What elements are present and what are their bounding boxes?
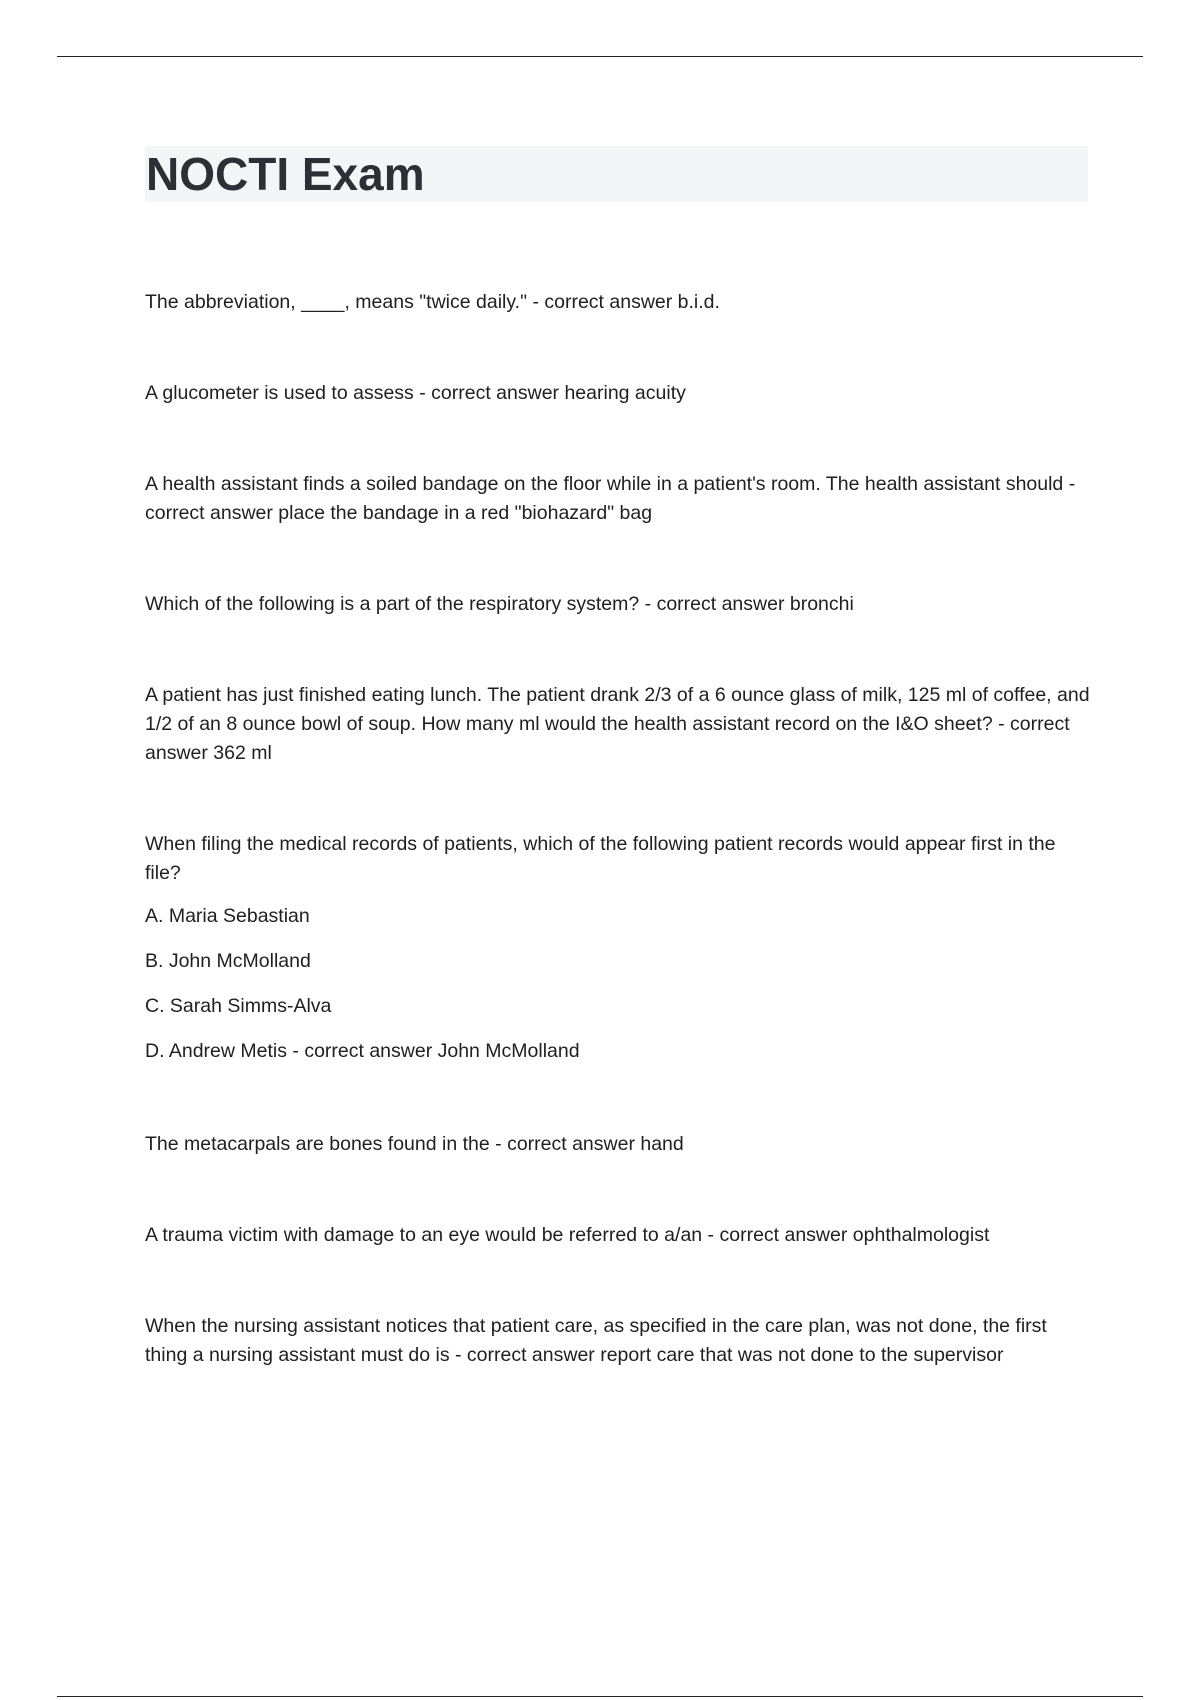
qa-item	[145, 830, 1090, 1068]
qa-item	[145, 681, 1090, 768]
answer-text: place the bandage in a red "biohazard" bag	[278, 502, 653, 524]
answer-text: report care that was not done to the supervisor	[600, 1344, 1004, 1366]
separator: -	[639, 593, 657, 615]
question-text: The metacarpals are bones found in the	[145, 1133, 490, 1155]
question-text: Which of the following is a part of the respiratory system?	[145, 593, 640, 615]
qa-text	[145, 1130, 1090, 1159]
question-text: A patient has just finished eating lunch. The patient drank 2/3 of a 6 ounce glass of milk, 125 ml of coffee, and 1/2 of an 8 ounce bowl of soup. How many ml would the health assistant record on the I&O sheet?	[145, 684, 1090, 735]
qa-text	[145, 379, 1090, 408]
qa-item	[145, 1312, 1090, 1370]
option-c: C. Sarah Simms-Alva	[145, 995, 332, 1017]
answer-label: correct answer	[544, 291, 673, 313]
top-divider	[57, 56, 1143, 57]
question-text: When filing the medical records of patients, which of the following patient records would appear first in the file?	[145, 833, 1056, 884]
answer-text: 362 ml	[213, 742, 272, 764]
option-b: B. John McMolland	[145, 950, 311, 972]
answer-text: ophthalmologist	[852, 1224, 990, 1246]
separator: -	[992, 713, 1011, 735]
question-text: When the nursing assistant notices that patient care, as specified in the care plan, was not done, the first thing a nursing assistant must do is	[145, 1315, 1047, 1366]
question-text: A health assistant finds a soiled bandage on the floor while in a patient's room. The health assistant should	[145, 473, 1064, 495]
qa-item	[145, 1130, 1090, 1159]
qa-item	[145, 288, 1090, 317]
separator: -	[286, 1040, 305, 1062]
qa-item	[145, 470, 1090, 528]
answer-label: correct answer	[656, 593, 785, 615]
answer-label: correct answer	[431, 382, 560, 404]
qa-text	[145, 288, 1090, 317]
qa-text	[145, 681, 1090, 768]
qa-item	[145, 379, 1090, 408]
bottom-divider	[57, 1696, 1143, 1697]
question-text: A glucometer is used to assess	[145, 382, 414, 404]
qa-text	[145, 1312, 1090, 1370]
page-title: NOCTI Exam	[146, 148, 425, 200]
answer-label: correct answer	[145, 502, 273, 524]
answer-label: correct answer	[507, 1133, 635, 1155]
option-a: A. Maria Sebastian	[145, 905, 310, 927]
separator: -	[527, 291, 545, 313]
answer-text: hearing acuity	[564, 382, 686, 404]
separator: -	[449, 1344, 467, 1366]
answer-text: John McMolland	[437, 1040, 580, 1062]
answer-label: correct answer	[466, 1344, 595, 1366]
qa-text	[145, 470, 1090, 528]
question-text: The abbreviation, ____, means "twice daily."	[145, 291, 528, 313]
answer-text: hand	[640, 1133, 684, 1155]
answer-label: correct answer	[304, 1040, 433, 1062]
option-d: D. Andrew Metis	[145, 1040, 287, 1062]
separator: -	[489, 1133, 508, 1155]
qa-item	[145, 1221, 1090, 1250]
separator: -	[413, 382, 432, 404]
qa-text	[145, 590, 1090, 619]
qa-list	[145, 288, 1090, 1432]
answer-options	[145, 900, 1090, 1068]
qa-item	[145, 590, 1090, 619]
option-d-with-answer	[145, 1035, 1090, 1068]
answer-text: bronchi	[789, 593, 854, 615]
qa-text	[145, 1221, 1090, 1250]
separator: -	[1063, 473, 1076, 495]
answer-label: correct answer	[145, 713, 1070, 764]
answer-text: b.i.d.	[677, 291, 720, 313]
separator: -	[702, 1224, 720, 1246]
answer-label: correct answer	[719, 1224, 848, 1246]
question-text: A trauma victim with damage to an eye would be referred to a/an	[145, 1224, 703, 1246]
